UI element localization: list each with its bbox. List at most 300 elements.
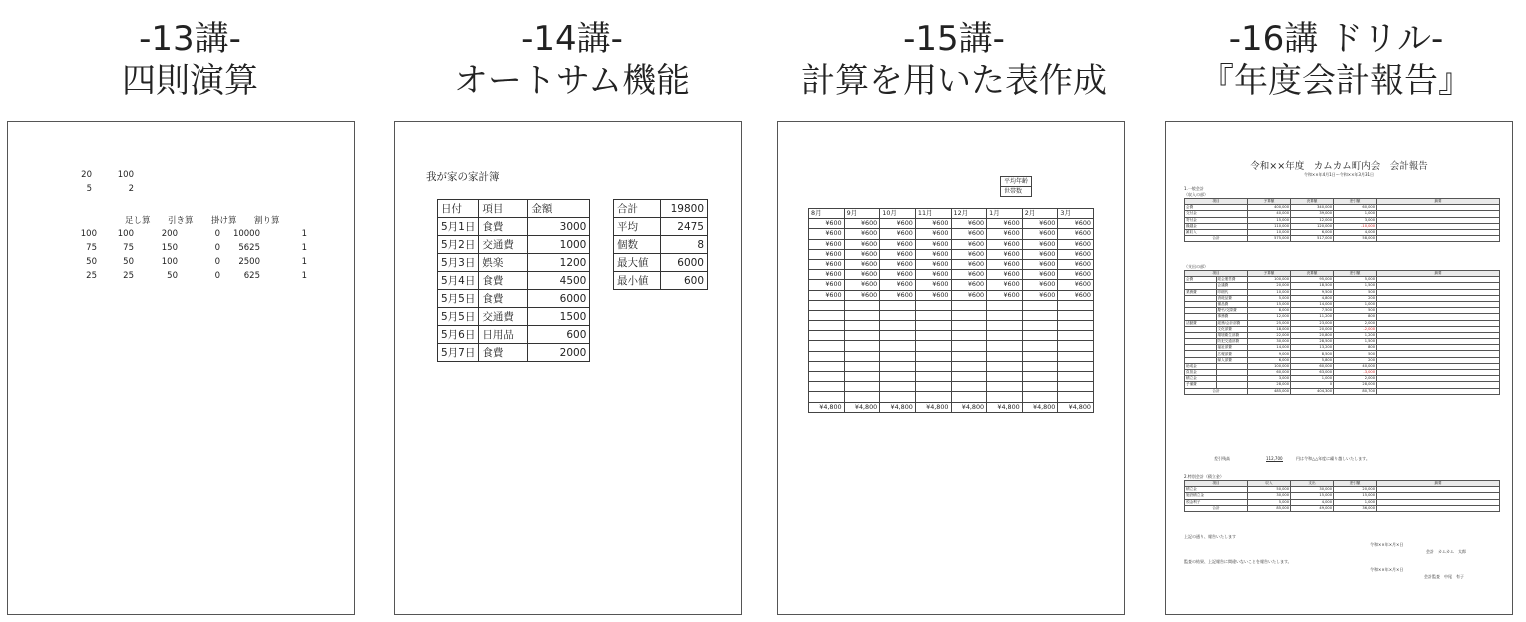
value-cell: 1,000: [1334, 499, 1377, 505]
value-cell: 500: [1334, 351, 1377, 357]
value-cell: 15,000: [1291, 493, 1334, 499]
column-header: 項目: [479, 200, 528, 218]
empty-cell: [1058, 361, 1094, 371]
empty-cell: [951, 392, 987, 402]
item-cell: 交通費: [479, 308, 528, 326]
summary-value: 19800: [661, 200, 708, 218]
item-cell: 文化部費: [1216, 326, 1248, 332]
empty-cell: [1022, 310, 1058, 320]
fee-cell: ¥600: [951, 290, 987, 300]
fee-row: [809, 249, 1094, 259]
fee-cell: ¥600: [951, 239, 987, 249]
result-cell: 75: [86, 243, 97, 253]
fee-cell: ¥600: [844, 280, 880, 290]
value-cell: 1,500: [1334, 283, 1377, 289]
value-cell: 28,000: [1248, 382, 1291, 388]
fee-cell: ¥600: [951, 280, 987, 290]
empty-cell: [1058, 351, 1094, 361]
lesson-title: オートサム機能: [453, 61, 691, 101]
item-cell: 合計: [1185, 388, 1248, 394]
result-cell: 0: [214, 243, 220, 253]
lesson-heading: [382, 18, 762, 102]
fee-cell: ¥600: [809, 270, 845, 280]
empty-cell: [880, 321, 916, 331]
value-cell: 28,000: [1334, 382, 1377, 388]
value-cell: 6,000: [1291, 229, 1334, 235]
income-label: （収入の部）: [1184, 192, 1208, 197]
empty-cell: [1022, 372, 1058, 382]
empty-cell: [987, 331, 1023, 341]
result-cell: 50: [167, 271, 178, 281]
empty-cell: [951, 310, 987, 320]
empty-cell: [844, 361, 880, 371]
empty-cell: [809, 341, 845, 351]
table-header-row: [438, 200, 590, 218]
side-row: [1001, 187, 1032, 197]
value-cell: 10,000: [1248, 229, 1291, 235]
total-cell: ¥4,800: [1022, 402, 1058, 412]
empty-cell: [1022, 300, 1058, 310]
operation-header: 足し算: [125, 216, 151, 226]
date-cell: 5月5日: [438, 308, 479, 326]
value-cell: 15,000: [1334, 493, 1377, 499]
value-cell: 40,000: [1248, 211, 1291, 217]
total-cell: ¥4,800: [844, 402, 880, 412]
fee-cell: ¥600: [1022, 229, 1058, 239]
fee-cell: ¥600: [1022, 290, 1058, 300]
section-general: 1.一般会計: [1184, 186, 1204, 191]
input-cell: 100: [117, 170, 134, 180]
value-cell: 3,000: [1248, 376, 1291, 382]
empty-cell: [1022, 341, 1058, 351]
value-cell: 1,000: [1334, 211, 1377, 217]
empty-row: [809, 341, 1094, 351]
value-cell: 39,000: [1291, 211, 1334, 217]
value-cell: 25,000: [1248, 320, 1291, 326]
column-header: 日付: [438, 200, 479, 218]
fee-cell: ¥600: [951, 229, 987, 239]
summary-label: 最大値: [614, 254, 661, 272]
value-cell: 485,000: [1248, 388, 1291, 394]
value-cell: 5,000: [1334, 277, 1377, 283]
empty-cell: [987, 351, 1023, 361]
item-cell: 娯楽: [479, 254, 528, 272]
empty-cell: [987, 341, 1023, 351]
value-cell: 800: [1334, 314, 1377, 320]
fee-cell: ¥600: [880, 219, 916, 229]
empty-cell: [951, 321, 987, 331]
item-cell: 総会運営費: [1216, 277, 1248, 283]
value-cell: -2,000: [1334, 326, 1377, 332]
empty-row: [809, 361, 1094, 371]
date-cell: 5月3日: [438, 254, 479, 272]
value-cell: 575,000: [1248, 236, 1291, 242]
fee-cell: ¥600: [880, 239, 916, 249]
value-cell: 14,000: [1248, 345, 1291, 351]
lesson-number: -14講-: [521, 19, 623, 59]
fee-cell: ¥600: [844, 219, 880, 229]
result-cell: 25: [86, 271, 97, 281]
fee-cell: ¥600: [987, 270, 1023, 280]
empty-cell: [1022, 392, 1058, 402]
income-table: [1184, 198, 1500, 242]
month-header: 8月: [809, 209, 845, 219]
note-cell: [1377, 236, 1500, 242]
value-cell: 517,000: [1291, 236, 1334, 242]
page-thumbnail-autosum[interactable]: [394, 121, 742, 615]
column-header: 摘要: [1377, 199, 1500, 205]
value-cell: 2,000: [1334, 376, 1377, 382]
amount-cell: 3000: [528, 218, 590, 236]
fee-cell: ¥600: [1058, 239, 1094, 249]
result-cell: 1: [301, 271, 307, 281]
item-cell: 環境衛生部費: [1216, 332, 1248, 338]
empty-cell: [915, 382, 951, 392]
month-header-row: [809, 209, 1094, 219]
amount-cell: 600: [528, 326, 590, 344]
value-cell: 85,000: [1248, 505, 1291, 511]
value-cell: 18,000: [1248, 326, 1291, 332]
value-cell: 404,300: [1291, 388, 1334, 394]
value-cell: 36,000: [1334, 505, 1377, 511]
total-row: [809, 402, 1094, 412]
item-cell: 消耗品費: [1216, 295, 1248, 301]
category-cell: 業務費: [1185, 289, 1217, 295]
empty-cell: [1058, 310, 1094, 320]
value-cell: 60,000: [1291, 363, 1334, 369]
value-cell: 20,000: [1334, 487, 1377, 493]
fee-cell: ¥600: [915, 280, 951, 290]
empty-row: [809, 300, 1094, 310]
table-row: [438, 344, 590, 362]
fee-cell: ¥600: [915, 290, 951, 300]
item-cell: 合計: [1185, 236, 1248, 242]
fee-cell: ¥600: [880, 270, 916, 280]
empty-cell: [1058, 372, 1094, 382]
value-cell: 500: [1334, 289, 1377, 295]
summary-value: 8: [661, 236, 708, 254]
note-cell: [1377, 388, 1500, 394]
value-cell: 7,500: [1291, 308, 1334, 314]
empty-row: [809, 331, 1094, 341]
section-special: 2.特別会計（積立金）: [1184, 474, 1224, 479]
value-cell: 20,000: [1248, 283, 1291, 289]
fee-cell: ¥600: [915, 249, 951, 259]
value-cell: 120,000: [1291, 223, 1334, 229]
empty-cell: [880, 382, 916, 392]
fee-row: [809, 239, 1094, 249]
lesson-heading: [0, 18, 380, 102]
summary-label: 合計: [614, 200, 661, 218]
item-cell: 事務費: [1216, 314, 1248, 320]
fee-cell: ¥600: [809, 259, 845, 269]
page-thumbnail-report[interactable]: [1165, 121, 1513, 615]
value-cell: 100,000: [1248, 363, 1291, 369]
value-cell: -10,000: [1334, 223, 1377, 229]
result-cell: 10000: [232, 229, 260, 239]
fee-cell: ¥600: [915, 229, 951, 239]
empty-cell: [880, 392, 916, 402]
empty-cell: [987, 321, 1023, 331]
fee-cell: ¥600: [987, 280, 1023, 290]
value-cell: 4,800: [1291, 295, 1334, 301]
empty-cell: [809, 392, 845, 402]
page-thumbnail-table[interactable]: [777, 121, 1125, 615]
side-label: 世帯数: [1001, 187, 1032, 197]
summary-value: 2475: [661, 218, 708, 236]
report-period: 令和××年4月1日～令和××年3月31日: [1303, 172, 1375, 177]
value-cell: 5,000: [1248, 295, 1291, 301]
amount-cell: 4500: [528, 272, 590, 290]
value-cell: 20,800: [1291, 332, 1334, 338]
value-cell: 15,000: [1248, 217, 1291, 223]
empty-cell: [951, 361, 987, 371]
column-header: 決算額: [1291, 199, 1334, 205]
fee-cell: ¥600: [1022, 270, 1058, 280]
fee-cell: ¥600: [809, 290, 845, 300]
date-1: 令和××年×月×日: [1370, 542, 1404, 547]
date-cell: 5月2日: [438, 236, 479, 254]
value-cell: 10,000: [1248, 289, 1291, 295]
value-cell: 4,000: [1334, 229, 1377, 235]
fee-row: [809, 280, 1094, 290]
fee-cell: ¥600: [915, 259, 951, 269]
empty-row: [809, 382, 1094, 392]
amount-cell: 1500: [528, 308, 590, 326]
empty-cell: [844, 341, 880, 351]
category-cell: 活動費: [1185, 320, 1217, 326]
value-cell: 3,000: [1334, 217, 1377, 223]
month-header: 3月: [1058, 209, 1094, 219]
empty-cell: [809, 331, 845, 341]
fee-cell: ¥600: [880, 290, 916, 300]
empty-cell: [1022, 382, 1058, 392]
fee-cell: ¥600: [987, 229, 1023, 239]
fee-cell: ¥600: [844, 270, 880, 280]
side-label-table: [1000, 176, 1032, 197]
lesson-number: -16講 ドリル-: [1228, 19, 1444, 59]
empty-row: [809, 321, 1094, 331]
table-row: [438, 308, 590, 326]
fee-cell: ¥600: [1058, 219, 1094, 229]
page-thumbnail-arithmetic[interactable]: [7, 121, 355, 615]
fee-cell: ¥600: [880, 259, 916, 269]
column-header: 予算額: [1248, 199, 1291, 205]
empty-cell: [915, 310, 951, 320]
value-cell: 13,200: [1291, 345, 1334, 351]
fee-cell: ¥600: [880, 249, 916, 259]
value-cell: 12,000: [1248, 314, 1291, 320]
empty-cell: [915, 300, 951, 310]
value-cell: 800: [1334, 345, 1377, 351]
column-header: 差引額: [1334, 481, 1377, 487]
empty-cell: [809, 300, 845, 310]
total-cell: ¥4,800: [809, 402, 845, 412]
value-cell: 0: [1291, 382, 1334, 388]
result-cell: 100: [117, 229, 134, 239]
fee-cell: ¥600: [987, 249, 1023, 259]
fee-cell: ¥600: [1058, 229, 1094, 239]
summary-label: 平均: [614, 218, 661, 236]
value-cell: 30,000: [1248, 493, 1291, 499]
fee-cell: ¥600: [1022, 249, 1058, 259]
empty-cell: [951, 382, 987, 392]
result-cell: 1: [301, 243, 307, 253]
item-cell: 日用品: [479, 326, 528, 344]
column-header: 項目: [1185, 271, 1248, 277]
empty-cell: [915, 341, 951, 351]
lesson-heading: [1146, 18, 1526, 102]
side-label: 平均年齢: [1001, 177, 1032, 187]
sheet-title: 我が家の家計簿: [426, 171, 500, 183]
empty-cell: [951, 300, 987, 310]
expense-table: [437, 199, 590, 362]
summary-label: 個数: [614, 236, 661, 254]
value-cell: 50,000: [1248, 487, 1291, 493]
empty-cell: [809, 372, 845, 382]
fee-cell: ¥600: [1058, 249, 1094, 259]
column-header: 項目: [1185, 199, 1248, 205]
column-header: 項目: [1185, 481, 1248, 487]
fee-table: [808, 208, 1094, 413]
value-cell: 340,000: [1291, 205, 1334, 211]
fee-row: [809, 229, 1094, 239]
date-2: 令和××年×月×日: [1370, 567, 1404, 572]
date-cell: 5月4日: [438, 272, 479, 290]
value-cell: 15,000: [1248, 301, 1291, 307]
operation-header: 割り算: [254, 216, 280, 226]
table-row: [438, 218, 590, 236]
side-row: [1001, 177, 1032, 187]
value-cell: 49,000: [1291, 505, 1334, 511]
month-header: 2月: [1022, 209, 1058, 219]
empty-cell: [880, 310, 916, 320]
value-cell: 22,000: [1248, 332, 1291, 338]
item-cell: 備品費: [1216, 301, 1248, 307]
fee-cell: ¥600: [951, 259, 987, 269]
item-cell: 印刷代: [1216, 289, 1248, 295]
lesson-number: -13講-: [139, 19, 241, 59]
value-cell: 110,000: [1248, 223, 1291, 229]
category-cell: 助成金: [1185, 363, 1217, 369]
empty-cell: [915, 361, 951, 371]
empty-cell: [951, 351, 987, 361]
value-cell: 6,000: [1248, 357, 1291, 363]
item-cell: 福祉部費: [1216, 345, 1248, 351]
empty-cell: [1058, 321, 1094, 331]
fee-cell: ¥600: [844, 239, 880, 249]
operation-header: 引き算: [168, 216, 194, 226]
empty-cell: [809, 361, 845, 371]
value-cell: 1,200: [1334, 332, 1377, 338]
balance-note: 円は令和△△年度に繰り越しいたします。: [1296, 456, 1370, 461]
fee-cell: ¥600: [987, 290, 1023, 300]
income-total-row: [1185, 236, 1500, 242]
empty-cell: [915, 331, 951, 341]
result-cell: 5625: [238, 243, 260, 253]
empty-cell: [844, 351, 880, 361]
result-cell: 50: [86, 257, 97, 267]
value-cell: 18,500: [1291, 283, 1334, 289]
empty-cell: [1058, 382, 1094, 392]
fee-cell: ¥600: [880, 229, 916, 239]
result-cell: 1: [301, 229, 307, 239]
empty-cell: [987, 361, 1023, 371]
value-cell: 2,000: [1334, 320, 1377, 326]
empty-cell: [987, 392, 1023, 402]
empty-cell: [880, 372, 916, 382]
column-header: 差引額: [1334, 271, 1377, 277]
empty-cell: [915, 351, 951, 361]
value-cell: 200: [1334, 295, 1377, 301]
item-cell: 会費: [1185, 205, 1248, 211]
value-cell: 23,000: [1291, 320, 1334, 326]
empty-cell: [987, 372, 1023, 382]
signature-2: 会計監査 中尾 有子: [1424, 574, 1464, 579]
value-cell: 200: [1334, 357, 1377, 363]
category-cell: 負担金: [1185, 370, 1217, 376]
item-cell: 食費: [479, 344, 528, 362]
date-cell: 5月5日: [438, 290, 479, 308]
input-cell: 5: [86, 184, 92, 194]
table-row: [438, 236, 590, 254]
lesson-title: 『年度会計報告』: [1200, 61, 1472, 101]
empty-cell: [844, 321, 880, 331]
item-cell: 婦人部費: [1216, 357, 1248, 363]
value-cell: 4,000: [1291, 499, 1334, 505]
result-cell: 50: [123, 257, 134, 267]
item-cell: 交付金: [1185, 211, 1248, 217]
fee-cell: ¥600: [1058, 290, 1094, 300]
empty-cell: [1058, 331, 1094, 341]
summary-row: [614, 218, 708, 236]
value-cell: 63,000: [1291, 370, 1334, 376]
value-cell: 5,000: [1248, 499, 1291, 505]
empty-cell: [844, 310, 880, 320]
table-row: [438, 254, 590, 272]
result-cell: 100: [80, 229, 97, 239]
input-cell: 2: [128, 184, 134, 194]
value-cell: 12,000: [1291, 217, 1334, 223]
summary-row: [614, 272, 708, 290]
empty-cell: [987, 382, 1023, 392]
item-cell: 食費: [479, 290, 528, 308]
empty-cell: [809, 310, 845, 320]
audit-text: 監査の結果、上記報告に間違いないことを報告いたします。: [1184, 559, 1292, 564]
column-header: 摘要: [1377, 271, 1500, 277]
fee-cell: ¥600: [1022, 259, 1058, 269]
total-cell: ¥4,800: [1058, 402, 1094, 412]
summary-row: [614, 254, 708, 272]
empty-cell: [1022, 351, 1058, 361]
empty-row: [809, 392, 1094, 402]
empty-cell: [951, 372, 987, 382]
value-cell: 95,000: [1291, 277, 1334, 283]
item-cell: 繰越金: [1185, 223, 1248, 229]
result-cell: 1: [301, 257, 307, 267]
column-header: 摘要: [1377, 481, 1500, 487]
item-cell: 合計: [1185, 505, 1248, 511]
empty-cell: [1058, 300, 1094, 310]
value-cell: 1,000: [1334, 301, 1377, 307]
item-cell: 会議費: [1216, 283, 1248, 289]
empty-cell: [987, 300, 1023, 310]
item-cell: 広報部費: [1216, 351, 1248, 357]
empty-cell: [809, 351, 845, 361]
expense-total-row: [1185, 388, 1500, 394]
summary-value: 6000: [661, 254, 708, 272]
empty-cell: [951, 341, 987, 351]
